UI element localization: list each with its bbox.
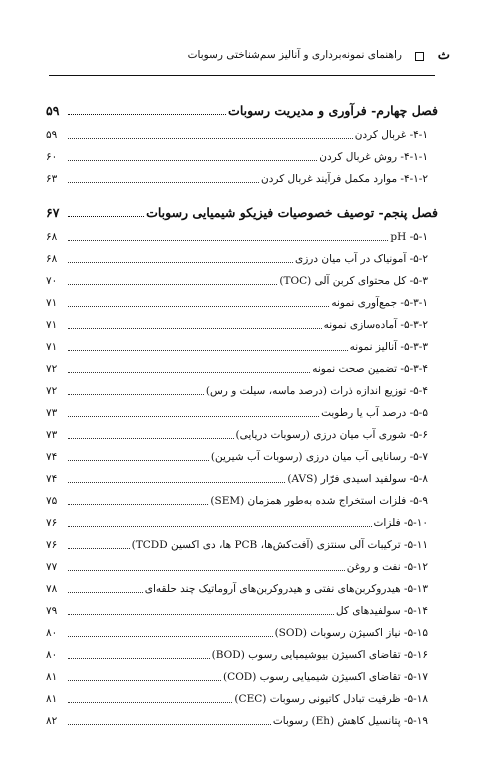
book-title: راهنمای نمونه‌برداری و آنالیز سم‌شناختی رسوبات: [187, 49, 402, 61]
toc-entry[interactable]: [46, 226, 438, 248]
leader-dots: [68, 306, 329, 307]
entry-title: ۵-۶- شوری آب میان درزی (رسوبات دریایی): [235, 429, 428, 441]
page-number: ۵۹: [46, 103, 60, 118]
page-number: ۸۱: [46, 671, 58, 683]
toc-entry[interactable]: [46, 512, 438, 534]
page-number: ۷۴: [46, 473, 58, 485]
leader-dots: [68, 548, 130, 549]
page-number: ۷۶: [46, 517, 58, 529]
page-number: ۷۱: [46, 297, 58, 309]
leader-dots: [68, 702, 232, 703]
toc-entry[interactable]: [46, 146, 438, 168]
entry-title: ۵-۱۷- تقاضای اکسیژن شیمیایی رسوب (COD): [223, 671, 428, 683]
leader-dots: [68, 570, 345, 571]
toc-entry[interactable]: [46, 688, 438, 710]
page-number: ۷۶: [46, 539, 58, 551]
toc-entry[interactable]: [46, 468, 438, 490]
page-number: ۶۷: [46, 205, 60, 220]
entry-title: ۵-۳-۲- آماده‌سازی نمونه: [323, 319, 428, 331]
toc-entry[interactable]: [46, 292, 438, 314]
page-number: ۶۰: [46, 151, 58, 163]
leader-dots: [68, 182, 259, 183]
leader-dots: [68, 724, 271, 725]
leader-dots: [68, 350, 348, 351]
entry-title: ۵-۴- توزیع اندازه ذرات (درصد ماسه، سیلت و رس): [205, 385, 428, 397]
toc-entry[interactable]: [46, 380, 438, 402]
entry-title: ۴-۱- غربال کردن: [354, 129, 428, 141]
leader-dots: [68, 482, 285, 483]
header-rule: [49, 75, 435, 76]
toc-entry[interactable]: [46, 270, 438, 292]
toc-entry[interactable]: [46, 622, 438, 644]
entry-title: ۵-۱۸- ظرفیت تبادل کاتیونی رسوبات (CEC): [234, 693, 428, 705]
entry-title: ۵-۳-۴- تضمین صحت نمونه: [312, 363, 428, 375]
toc-entry[interactable]: [46, 644, 438, 666]
running-header: [0, 48, 484, 72]
leader-dots: [68, 114, 226, 115]
toc-entry[interactable]: [46, 424, 438, 446]
page-number: ۷۵: [46, 495, 58, 507]
leader-dots: [68, 614, 334, 615]
leader-dots: [68, 262, 293, 263]
page-letter: ث: [437, 48, 450, 63]
leader-dots: [68, 284, 277, 285]
page-number: ۸۰: [46, 627, 58, 639]
entry-title: ۵-۳-۳- آنالیز نمونه: [349, 341, 428, 353]
page-number: ۷۱: [46, 341, 58, 353]
toc-entry[interactable]: [46, 446, 438, 468]
entry-title: ۵-۳-۱- جمع‌آوری نمونه: [331, 297, 428, 309]
leader-dots: [68, 438, 234, 439]
page-number: ۵۹: [46, 129, 58, 141]
toc-entry[interactable]: [46, 168, 438, 190]
entry-title: ۵-۹- فلزات استخراج شده به‌طور همزمان (SEM): [210, 495, 428, 507]
toc-entry[interactable]: [46, 358, 438, 380]
toc-entry[interactable]: [46, 248, 438, 270]
toc-entry[interactable]: [46, 402, 438, 424]
entry-title: ۵-۱۰- فلزات: [373, 517, 428, 529]
entry-title: ۵-۱۹- پتانسیل کاهش (Eh) رسوبات: [272, 715, 428, 727]
leader-dots: [68, 658, 210, 659]
entry-title: ۵-۷- رسانایی آب میان درزی (رسوبات آب شیرین): [210, 451, 428, 463]
leader-dots: [68, 526, 372, 527]
leader-dots: [68, 328, 322, 329]
toc-entry[interactable]: [46, 314, 438, 336]
leader-dots: [68, 680, 221, 681]
toc-chapter[interactable]: [46, 98, 438, 124]
page-number: ۷۴: [46, 451, 58, 463]
toc-entry[interactable]: [46, 336, 438, 358]
leader-dots: [68, 460, 209, 461]
leader-dots: [68, 636, 273, 637]
leader-dots: [68, 240, 388, 241]
page-number: ۸۱: [46, 693, 58, 705]
page-number: ۷۲: [46, 385, 58, 397]
page-number: ۶۸: [46, 231, 58, 243]
entry-title: ۵-۸- سولفید اسیدی فرّار (AVS): [287, 473, 428, 485]
leader-dots: [68, 216, 144, 217]
toc-section-4: [46, 98, 438, 190]
toc-entry[interactable]: [46, 490, 438, 512]
leader-dots: [68, 160, 317, 161]
leader-dots: [68, 504, 208, 505]
toc-entry[interactable]: [46, 666, 438, 688]
entry-title: ۴-۱-۱- روش غربال کردن: [319, 151, 428, 163]
page-number: ۷۰: [46, 275, 58, 287]
leader-dots: [68, 138, 353, 139]
entry-title: ۵-۱۱- ترکیبات آلی سنتزی (آفت‌کش‌ها، PCB ها، دی اکسین TCDD): [131, 539, 428, 551]
toc-entry[interactable]: [46, 124, 438, 146]
page-number: ۶۸: [46, 253, 58, 265]
toc-entry[interactable]: [46, 556, 438, 578]
page-number: ۷۷: [46, 561, 58, 573]
entry-title: ۵-۱۶- تقاضای اکسیژن بیوشیمیایی رسوب (BOD): [211, 649, 428, 661]
toc-entry[interactable]: [46, 534, 438, 556]
page-number: ۸۲: [46, 715, 58, 727]
entry-title: ۴-۱-۲- موارد مکمل فرآیند غربال کردن: [261, 173, 428, 185]
entry-title: ۵-۳- کل محتوای کربن آلی (TOC): [279, 275, 428, 287]
entry-title: ۵-۲- آمونیاک در آب میان درزی: [294, 253, 428, 265]
entry-title: ۵-۱- pH: [390, 231, 428, 243]
leader-dots: [68, 372, 310, 373]
leader-dots: [68, 416, 319, 417]
toc-entry[interactable]: [46, 600, 438, 622]
entry-title: ۵-۱۴- سولفیدهای کل: [335, 605, 428, 617]
page-number: ۷۸: [46, 583, 58, 595]
square-bullet-icon: [415, 52, 424, 61]
page-number: ۷۲: [46, 363, 58, 375]
page-number: ۷۳: [46, 407, 58, 419]
toc-chapter[interactable]: [46, 200, 438, 226]
entry-title: ۵-۱۵- نیاز اکسیژن رسوبات (SOD): [274, 627, 428, 639]
page-number: ۷۱: [46, 319, 58, 331]
chapter-title: فصل چهارم- فرآوری و مدیریت رسوبات: [228, 103, 438, 118]
toc-section-5: [46, 200, 438, 732]
entry-title: ۵-۱۲- نفت و روغن: [346, 561, 428, 573]
page-number: ۸۰: [46, 649, 58, 661]
entry-title: ۵-۵- درصد آب یا رطوبت: [321, 407, 428, 419]
toc-entry[interactable]: [46, 710, 438, 732]
page-number: ۷۳: [46, 429, 58, 441]
leader-dots: [68, 592, 143, 593]
leader-dots: [68, 394, 204, 395]
page-number: ۷۹: [46, 605, 58, 617]
chapter-title: فصل پنجم- توصیف خصوصیات فیزیکو شیمیایی رسوبات: [146, 205, 438, 220]
toc-entry[interactable]: [46, 578, 438, 600]
page-number: ۶۳: [46, 173, 58, 185]
entry-title: ۵-۱۳- هیدروکربن‌های نفتی و هیدروکربن‌های آروماتیک چند حلقه‌ای: [144, 583, 428, 595]
